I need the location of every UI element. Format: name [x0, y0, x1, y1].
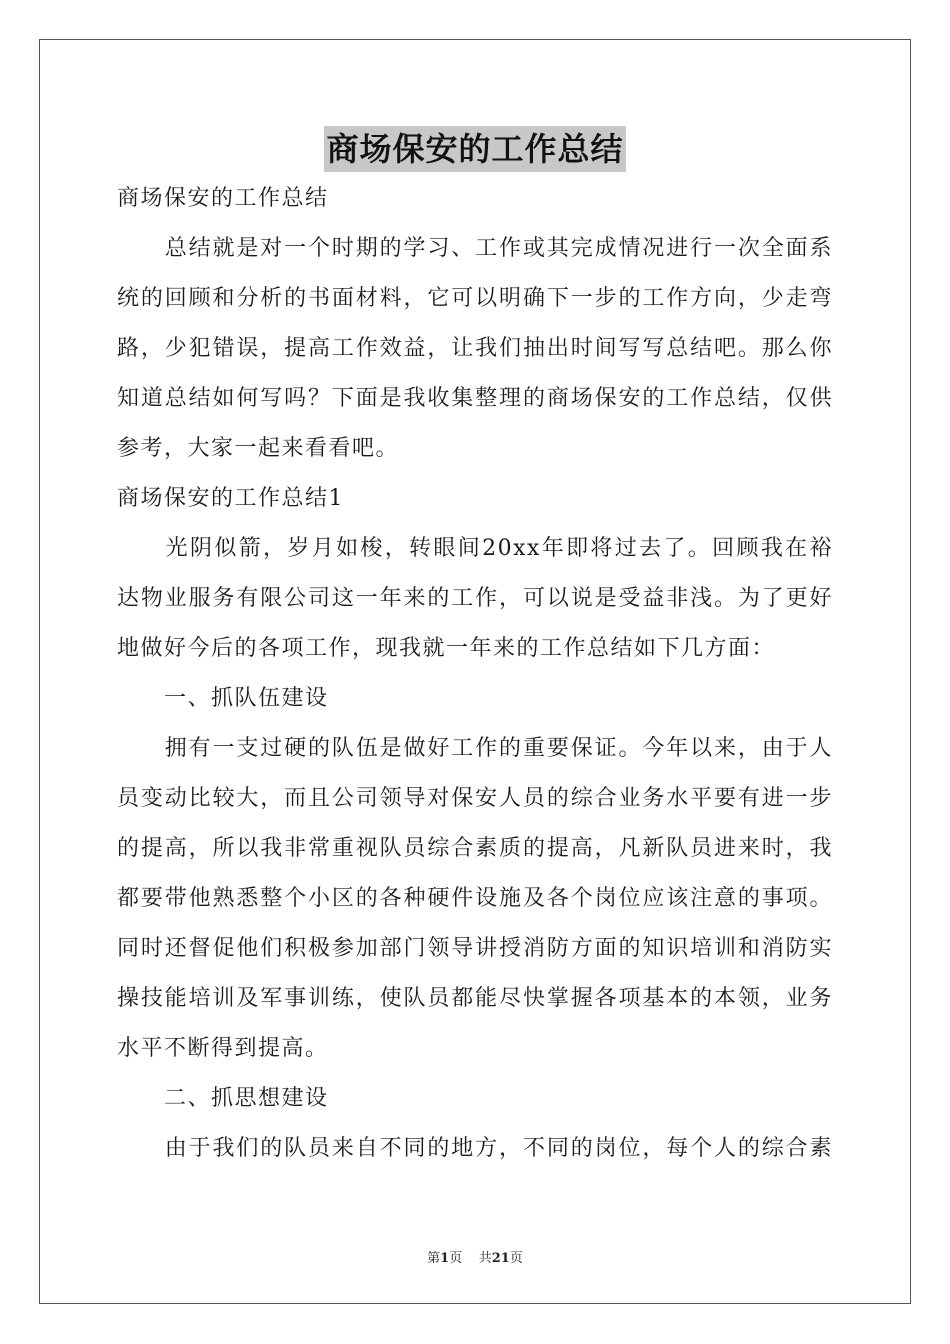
page-label-post: 页: [449, 1251, 463, 1266]
subsection-heading: 二、抓思想建设: [117, 1086, 329, 1111]
body-line: 由于我们的队员来自不同的地方，不同的岗位，每个人的综合素: [117, 1136, 833, 1161]
body-line: 员变动比较大，而且公司领导对保安人员的综合业务水平要有进一步: [117, 786, 833, 811]
subsection-heading: 一、抓队伍建设: [117, 686, 329, 711]
body-line: 知道总结如何写吗？下面是我收集整理的商场保安的工作总结，仅供: [117, 386, 833, 411]
body-line: 商场保安的工作总结: [117, 186, 329, 211]
body-line: 统的回顾和分析的书面材料，它可以明确下一步的工作方向，少走弯: [117, 286, 833, 311]
page-number: 1: [440, 1251, 450, 1266]
body-line: 参考，大家一起来看看吧。: [117, 436, 400, 461]
body-line: 达物业服务有限公司这一年来的工作，可以说是受益非浅。为了更好: [117, 586, 833, 611]
body-line: 路，少犯错误，提高工作效益，让我们抽出时间写写总结吧。那么你: [117, 336, 833, 361]
body-line: 操技能培训及军事训练，使队员都能尽快掌握各项基本的本领，业务: [117, 986, 833, 1011]
section-heading: 商场保安的工作总结1: [117, 486, 344, 511]
page-label-pre: 第: [427, 1251, 441, 1266]
total-label-post: 页: [509, 1251, 523, 1266]
page-footer: [0, 1247, 950, 1266]
body-line: 光阴似箭，岁月如梭，转眼间20xx年即将过去了。回顾我在裕: [117, 536, 833, 561]
body-line: 的提高，所以我非常重视队员综合素质的提高，凡新队员进来时，我: [117, 836, 833, 861]
body-line: 都要带他熟悉整个小区的各种硬件设施及各个岗位应该注意的事项。: [117, 886, 833, 911]
body-line: 总结就是对一个时期的学习、工作或其完成情况进行一次全面系: [117, 236, 833, 261]
body-line: 水平不断得到提高。: [117, 1036, 329, 1061]
body-line: 同时还督促他们积极参加部门领导讲授消防方面的知识培训和消防实: [117, 936, 833, 961]
total-label-pre: 共: [478, 1251, 492, 1266]
title-wrapper: [0, 126, 950, 172]
body-line: 拥有一支过硬的队伍是做好工作的重要保证。今年以来，由于人: [117, 736, 833, 761]
total-pages: 21: [491, 1251, 510, 1266]
page-border: [39, 39, 911, 1304]
document-title: 商场保安的工作总结: [324, 126, 625, 172]
body-line: 地做好今后的各项工作，现我就一年来的工作总结如下几方面：: [117, 636, 776, 661]
